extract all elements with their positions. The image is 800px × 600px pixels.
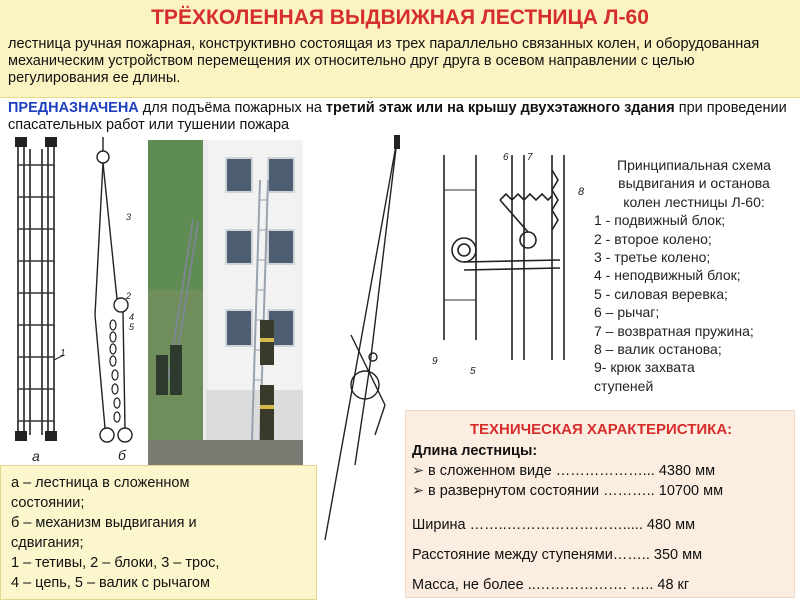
scheme-item-9-cont: ступеней bbox=[594, 377, 654, 394]
specs-title: ТЕХНИЧЕСКАЯ ХАРАКТЕРИСТИКА: bbox=[469, 421, 733, 438]
scheme-item-8: 8 – валик останова; bbox=[594, 341, 722, 358]
label-5-scheme: 5 bbox=[470, 366, 476, 377]
scheme-item-2: 2 - второе колено; bbox=[594, 230, 712, 247]
scheme-item-6: 6 – рычаг; bbox=[594, 304, 660, 321]
specs-row-extended bbox=[412, 483, 723, 499]
scheme-caption-title-3: колен лестницы Л-60: bbox=[623, 193, 765, 210]
scheme-item-3: 3 - третье колено; bbox=[594, 249, 711, 266]
specs-row-extended-text: в развернутом состоянии ……….. 10700 мм bbox=[428, 483, 724, 499]
scheme-caption bbox=[588, 156, 800, 395]
label-a: а bbox=[32, 448, 40, 464]
ladder-folded-drawing bbox=[6, 135, 68, 465]
label-7-scheme: 7 bbox=[527, 152, 533, 163]
bullet-arrow-icon: ➢ bbox=[412, 483, 425, 499]
label-3-drawing-b: 3 bbox=[126, 212, 132, 222]
scheme-caption-title-2: выдвигания и останова bbox=[618, 175, 770, 192]
legend-line-6: 4 – цепь, 5 – валик с рычагом bbox=[11, 575, 210, 591]
label-6-scheme: 6 bbox=[503, 152, 509, 163]
specs-row-folded-text: в сложенном виде ………………... 4380 мм bbox=[428, 463, 716, 479]
specs-row-folded bbox=[412, 463, 715, 479]
legend-line-1: а – лестница в сложенном bbox=[11, 475, 190, 491]
stop-mechanism-drawing bbox=[420, 150, 590, 375]
label-4-drawing-b: 4 bbox=[129, 312, 135, 322]
page-title: ТРЁХКОЛЕННАЯ ВЫДВИЖНАЯ ЛЕСТНИЦА Л-60 bbox=[151, 6, 649, 29]
specs-step: Расстояние между ступенями…….. 350 мм bbox=[412, 547, 703, 563]
label-b: б bbox=[118, 447, 126, 463]
legend-box bbox=[0, 465, 317, 600]
purpose-bold: третий этаж или на крышу двухэтажного здания bbox=[325, 100, 675, 116]
legend-line-4: сдвигания; bbox=[11, 535, 84, 551]
label-2-drawing-b: 2 bbox=[126, 291, 132, 301]
purpose-text-1: для подъёма пожарных на bbox=[138, 100, 326, 116]
page-subtitle: лестница ручная пожарная, конструктивно состоящая из трех параллельно связанных колен, и оборудованная механическим устройством перемещения их относительно друг друга в осевом направлении с целью регулирования ее длины. bbox=[8, 36, 760, 86]
legend-line-3: б – механизм выдвигания и bbox=[11, 515, 197, 531]
scheme-item-7: 7 – возвратная пружина; bbox=[594, 322, 754, 339]
scheme-caption-title-1: Принципиальная схема bbox=[617, 157, 771, 173]
legend-line-5: 1 – тетивы, 2 – блоки, 3 – трос, bbox=[11, 555, 220, 571]
specs-mass: Масса, не более ..………………. ….. 48 кг bbox=[412, 577, 690, 593]
scheme-item-9: 9- крюк захвата bbox=[594, 359, 695, 376]
scheme-item-1: 1 - подвижный блок; bbox=[594, 212, 726, 229]
ladder-scheme-drawing bbox=[315, 135, 405, 545]
specs-width: Ширина ……..……………………..... 480 мм bbox=[412, 517, 696, 533]
label-1-drawing-a: 1 bbox=[60, 348, 66, 359]
purpose-text-2: при проведении спасательных работ или тушении пожара bbox=[8, 100, 787, 133]
specs-box bbox=[405, 410, 795, 598]
bullet-arrow-icon: ➢ bbox=[412, 463, 425, 479]
label-8-scheme: 8 bbox=[578, 186, 585, 198]
label-9-scheme: 9 bbox=[432, 356, 438, 367]
specs-length-heading: Длина лестницы: bbox=[412, 443, 538, 459]
legend-line-2: состоянии; bbox=[11, 495, 85, 511]
building-photo bbox=[148, 140, 303, 470]
purpose-paragraph bbox=[8, 100, 798, 134]
scheme-item-4: 4 - неподвижный блок; bbox=[594, 267, 741, 284]
scheme-item-5: 5 - силовая веревка; bbox=[594, 285, 728, 302]
purpose-keyword: ПРЕДНАЗНАЧЕНА bbox=[8, 100, 139, 116]
label-5-drawing-b: 5 bbox=[129, 322, 135, 332]
extension-mechanism-drawing bbox=[85, 135, 145, 465]
